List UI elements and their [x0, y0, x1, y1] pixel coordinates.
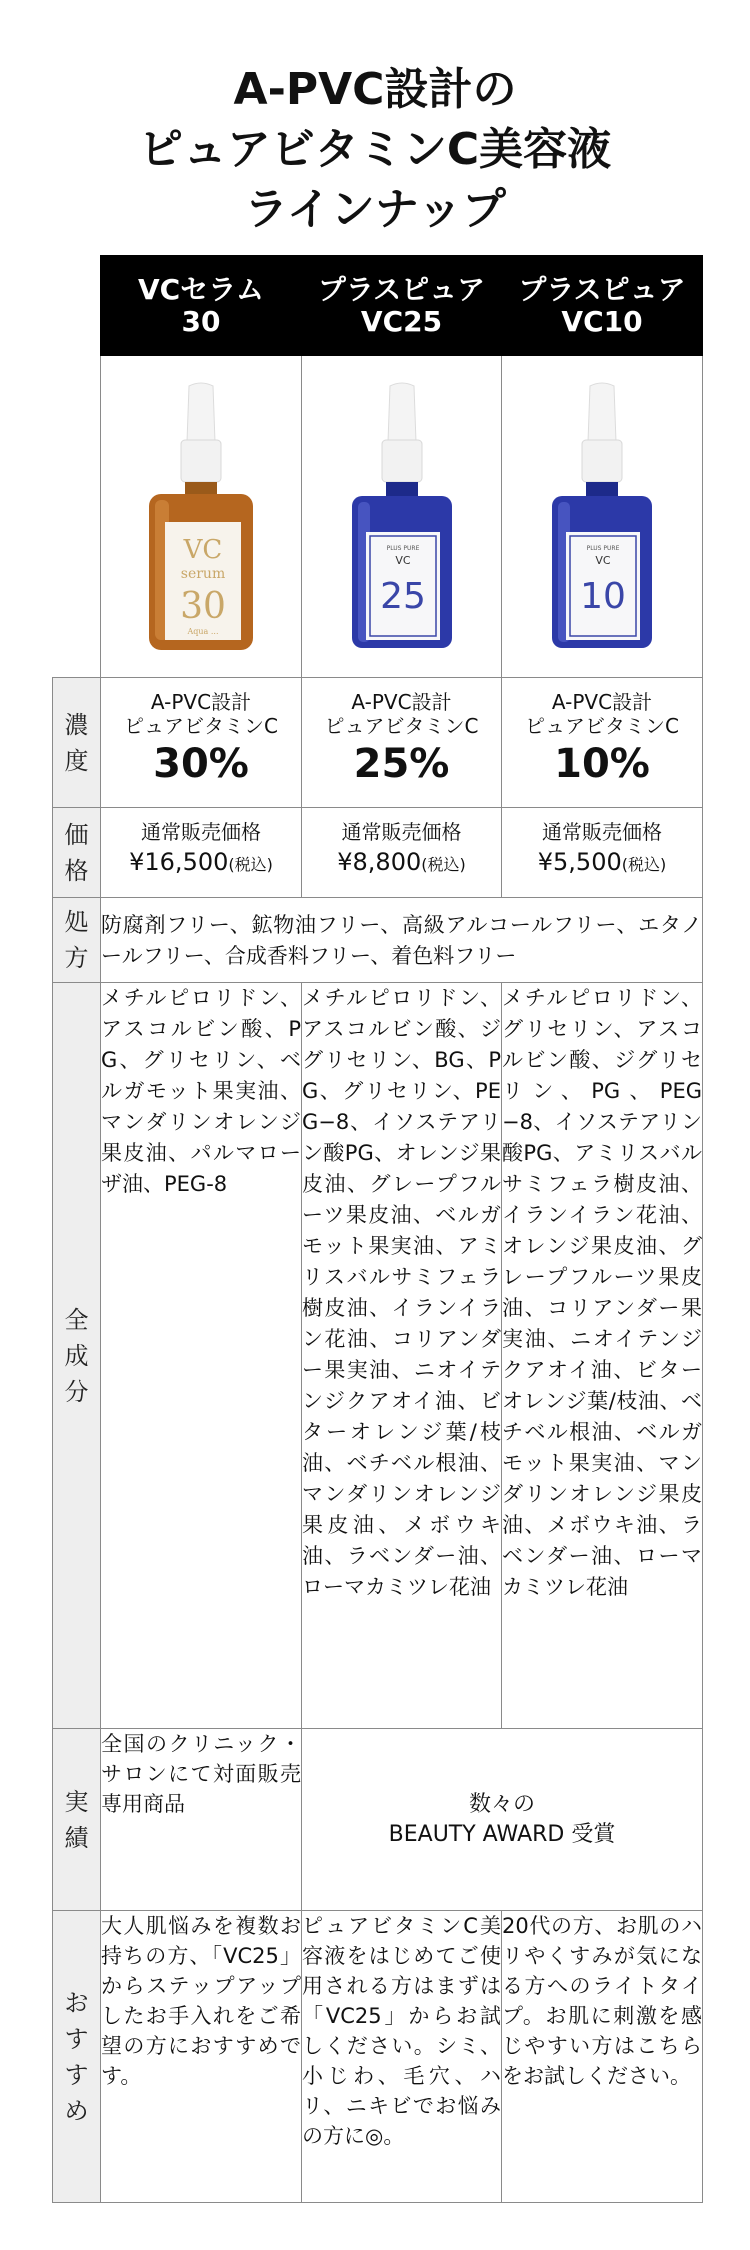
price-value: ¥8,800	[337, 848, 422, 876]
row-label-ingredients: 全成分	[53, 983, 101, 1729]
blue-bottle-image	[542, 382, 662, 652]
product-header-vc-serum-30: VCセラム 30	[101, 256, 302, 356]
ingredients-row	[53, 983, 703, 1729]
recommend-plus-pure-vc10: 20代の方、お肌のハリやくすみが気になる方へのライトタイプ。お肌に刺激を感じやすい方はこちらをお試しください。	[502, 1911, 703, 2203]
bottle-label-brand: PLUS PURE	[586, 544, 620, 552]
product-image-plus-pure-vc25	[302, 356, 502, 678]
bottle-label-25: 25	[379, 575, 426, 617]
product-image-row	[53, 356, 703, 678]
blue-bottle-image	[342, 382, 462, 652]
bottle-label-vc: VC	[394, 553, 411, 567]
concentration-row	[53, 678, 703, 808]
ingredients-plus-pure-vc25: メチルピロリドン、アスコルビン酸、ジグリセリン、BG、PG、グリセリン、PEG−8、イソステアリン酸PG、オレンジ果皮油、グレープフルーツ果皮油、ベルガモット果実油、アミリスバルサミフェラ樹皮油、イランイラン花油、コリアンダー果実油、ニオイテンジクアオイ油、ビターオレンジ葉/枝油、ベチベル根油、マンダリンオレンジ果皮油、メボウキ油、ラベンダー油、ローマカミツレ花油	[302, 983, 502, 1729]
bottle-label-serum: serum	[180, 565, 226, 582]
product-image-plus-pure-vc10	[502, 356, 703, 678]
row-label-price: 価格	[53, 808, 101, 898]
concentration-value: 10%	[554, 741, 650, 787]
bottle-label-30: 30	[180, 585, 226, 627]
row-label-recommend: おすすめ	[53, 1911, 101, 2203]
achievement-vc-serum-30: 全国のクリニック・サロンにて対面販売専用商品	[101, 1729, 302, 1911]
bottle-label-brand: Aqua ...	[187, 626, 219, 636]
table-corner	[53, 256, 101, 356]
title-line-3: ラインナップ	[244, 184, 506, 235]
tax-note: (税込)	[421, 855, 466, 874]
product-image-vc-serum-30	[101, 356, 302, 678]
concentration-value: 25%	[353, 741, 450, 787]
tax-note: (税込)	[621, 855, 667, 874]
prescription-row	[53, 898, 703, 983]
concentration-plus-pure-vc25: A-PVC設計 ピュアビタミンC 25%	[302, 678, 502, 808]
concentration-value: 30%	[153, 741, 249, 787]
achievement-beauty-award: 数々の BEAUTY AWARD 受賞	[302, 1729, 703, 1911]
tax-note: (税込)	[228, 855, 273, 874]
bottle-label-10: 10	[580, 575, 626, 617]
bottle-label-vc: VC	[183, 534, 223, 565]
row-label-concentration: 濃度	[53, 678, 101, 808]
price-vc-serum-30: 通常販売価格 ¥16,500(税込)	[101, 808, 302, 898]
prescription-text: 防腐剤フリー、鉱物油フリー、高級アルコールフリー、エタノールフリー、合成香料フリー、着色料フリー	[101, 898, 703, 983]
price-value: ¥5,500	[537, 848, 622, 876]
product-header-row	[53, 256, 703, 356]
price-value: ¥16,500	[129, 848, 229, 876]
recommend-row	[53, 1911, 703, 2203]
product-header-plus-pure-vc25: プラスピュア VC25	[302, 256, 502, 356]
amber-bottle-image	[141, 382, 261, 652]
achievements-row	[53, 1729, 703, 1911]
product-header-plus-pure-vc10: プラスピュア VC10	[502, 256, 703, 356]
ingredients-plus-pure-vc10: メチルピロリドン、グリセリン、アスコルビン酸、ジグリセリン、PG、PEG−8、イソステアリン酸PG、アミリスバルサミフェラ樹皮油、イランイラン花油、オレンジ果皮油、グレープフルーツ果皮油、コリアンダー果実油、ニオイテンジクアオイ油、ビターオレンジ葉/枝油、ベチベル根油、ベルガモット果実油、マンダリンオレンジ果皮油、メボウキ油、ラベンダー油、ローマカミツレ花油	[502, 983, 703, 1729]
price-plus-pure-vc25: 通常販売価格 ¥8,800(税込)	[302, 808, 502, 898]
concentration-vc-serum-30: A-PVC設計 ピュアビタミンC 30%	[101, 678, 302, 808]
recommend-vc-serum-30: 大人肌悩みを複数お持ちの方、「VC25」からステップアップしたお手入れをご希望の方におすすめです。	[101, 1911, 302, 2203]
product-comparison-table	[52, 255, 703, 2203]
table-corner-image	[53, 356, 101, 678]
title-line-1: A-PVC設計の	[233, 64, 517, 115]
price-plus-pure-vc10: 通常販売価格 ¥5,500(税込)	[502, 808, 703, 898]
price-row	[53, 808, 703, 898]
page-title	[0, 60, 750, 240]
concentration-plus-pure-vc10: A-PVC設計 ピュアビタミンC 10%	[502, 678, 703, 808]
title-line-2: ピュアビタミンC美容液	[138, 124, 612, 175]
row-label-achievements: 実績	[53, 1729, 101, 1911]
row-label-prescription: 処方	[53, 898, 101, 983]
recommend-plus-pure-vc25: ピュアビタミンC美容液をはじめてご使用される方はまずは「VC25」からお試しください。シミ、小じわ、毛穴、ハリ、ニキビでお悩みの方に◎。	[302, 1911, 502, 2203]
bottle-label-brand: PLUS PURE	[386, 544, 419, 552]
bottle-label-vc: VC	[595, 553, 611, 567]
ingredients-vc-serum-30: メチルピロリドン、アスコルビン酸、PG、グリセリン、ベルガモット果実油、マンダリンオレンジ果皮油、パルマローザ油、PEG-8	[101, 983, 302, 1729]
